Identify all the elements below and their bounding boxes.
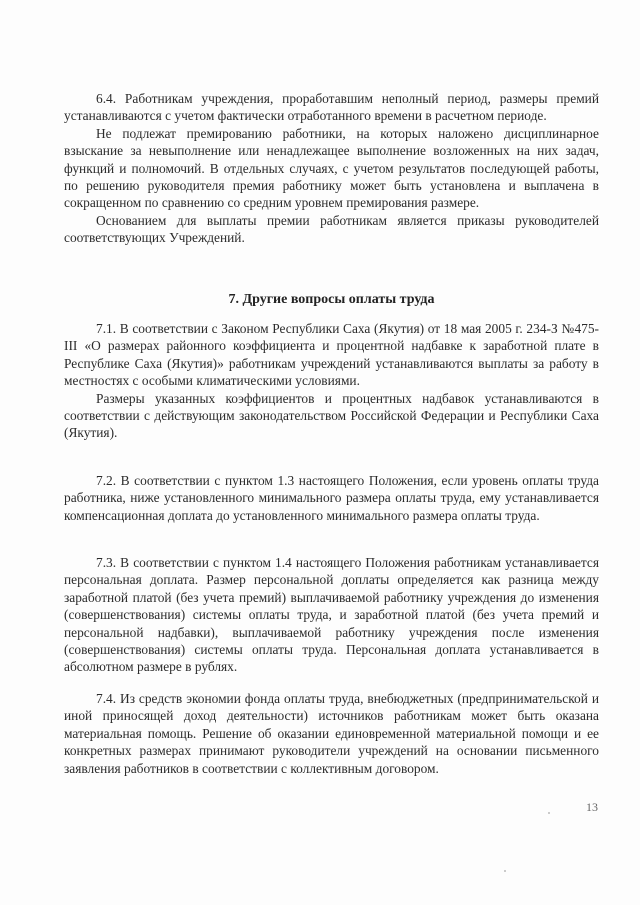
section-7-2-text bbox=[64, 472, 599, 524]
paragraph-6-4: 6.4. Работникам учреждения, проработавшим неполный период, размеры премий устанавливаются с учетом фактически отработанного времени в расчетном периоде. bbox=[64, 91, 599, 124]
paragraph-7-3: 7.3. В соответствии с пунктом 1.4 настоящего Положения работникам устанавливается персональная доплата. Размер персональной доплаты определяется как разница между заработной платой (без учета премий) выплачиваемой работнику учреждения до изменения (совершенствования) системы оплаты труда, и заработной платой (без учета премий и персональной надбавки), выплачиваемой работнику учреждения после изменения (совершенствования) системы оплаты труда. Персональная доплата устанавливается в абсолютном размере в рублях. bbox=[64, 555, 599, 675]
page-number: 13 bbox=[586, 800, 598, 814]
scan-speck bbox=[548, 812, 550, 814]
paragraph-7-1-coefficients: Размеры указанных коэффициентов и процентных надбавок устанавливаются в соответствии с действующим законодательством Российской Федерации и Республики Саха (Якутия). bbox=[64, 390, 599, 441]
paragraph-no-bonus: Не подлежат премированию работники, на которых наложено дисциплинарное взыскание за невыполнение или ненадлежащее выполнение возложенных на них задач, функций и полномочий. В отдельных случаях, с учетом результатов последующей работы, по решению руководителя премия работнику может быть установлена и выплачена в сокращенном по сравнению со средним уровнем премирования размере. bbox=[64, 125, 599, 211]
paragraph-bonus-basis: Основанием для выплаты премии работникам является приказы руководителей соответствующих Учреждений. bbox=[64, 212, 599, 246]
paragraph-7-4: 7.4. Из средств экономии фонда оплаты труда, внебюджетных (предпринимательской и иной приносящей доход деятельности) источников работникам может быть оказана материальная помощь. Решение об оказании единовременной материальной помощи и ее конкретных размерах принимают руководители учреждений на основании письменного заявления работников в соответствии с коллективным договором. bbox=[64, 691, 599, 776]
section-7-heading: 7. Другие вопросы оплаты труда bbox=[228, 292, 435, 307]
section-7-1-text bbox=[64, 320, 599, 442]
section-6-text bbox=[64, 90, 599, 247]
scan-speck bbox=[504, 870, 506, 872]
paragraph-7-1: 7.1. В соответствии с Законом Республики Саха (Якутия) от 18 мая 2005 г. 234-З №475-III «О размерах районного коэффициента и процентной надбавке к заработной плате в Республике Саха (Якутия)» работникам учреждений устанавливаются выплаты за работу в местностях с особыми климатическими условиями. bbox=[64, 321, 599, 389]
section-7-4-text bbox=[64, 690, 599, 777]
paragraph-7-2: 7.2. В соответствии с пунктом 1.3 настоящего Положения, если уровень оплаты труда работника, ниже установленного минимального размера оплаты труда, ему устанавливается компенсационная доплата до установленного минимального размера оплаты труда. bbox=[64, 473, 599, 523]
section-7-3-text bbox=[64, 554, 599, 676]
